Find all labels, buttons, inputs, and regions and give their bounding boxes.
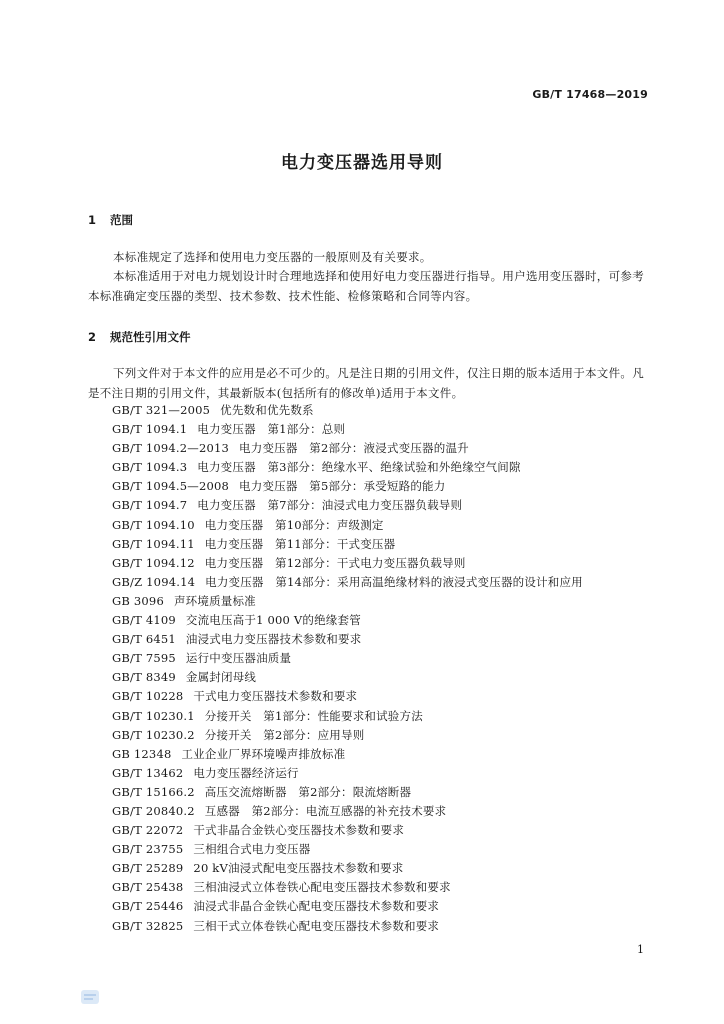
reference-item — [112, 821, 583, 840]
reference-title: 电力变压器经济运行 — [193, 765, 299, 780]
reference-item — [112, 707, 583, 726]
reference-title: 油浸式非晶合金铁心配电变压器技术参数和要求 — [193, 899, 440, 914]
reference-title: 优先数和优先数系 — [220, 403, 314, 417]
section-2-number: 2 — [88, 330, 97, 344]
reference-code: GB/T 10228 — [112, 689, 184, 704]
section-1-paragraph-1: 本标准规定了选择和使用电力变压器的一般原则及有关要求。 — [113, 250, 432, 264]
reference-item — [112, 401, 583, 420]
reference-item — [112, 668, 583, 687]
reference-code: GB/T 1094.7 — [112, 498, 188, 513]
reference-code: GB/T 25438 — [112, 880, 184, 895]
reference-title: 运行中变压器油质量 — [185, 651, 292, 666]
reference-code: GB/T 321—2005 — [112, 403, 211, 417]
reference-title: 三相干式立体卷铁心配电变压器技术参数和要求 — [193, 918, 440, 933]
reference-code: GB/T 23755 — [112, 842, 184, 857]
reference-code: GB 12348 — [112, 746, 172, 761]
standard-code-header: GB/T 17468—2019 — [532, 88, 648, 101]
reference-title: 20 kV油浸式配电变压器技术参数和要求 — [193, 861, 404, 876]
reference-item — [112, 592, 583, 611]
reference-item — [112, 859, 583, 878]
reference-code: GB/T 25446 — [112, 899, 184, 914]
reference-title: 互感器 第2部分：电流互感器的补充技术要求 — [204, 803, 447, 818]
reference-title: 电力变压器 第5部分：承受短路的能力 — [239, 479, 446, 494]
reference-title: 电力变压器 第3部分：绝缘水平、绝缘试验和外绝缘空气间隙 — [197, 460, 521, 475]
reference-code: GB 3096 — [112, 593, 164, 608]
reference-title: 电力变压器 第14部分：采用高温绝缘材料的液浸式变压器的设计和应用 — [205, 574, 583, 589]
reference-item — [112, 764, 583, 783]
reference-title: 电力变压器 第10部分：声级测定 — [204, 517, 384, 532]
reference-code: GB/T 1094.1 — [112, 422, 188, 437]
reference-code: GB/T 6451 — [112, 632, 176, 647]
reference-code: GB/T 4109 — [112, 613, 176, 628]
reference-code: GB/T 13462 — [112, 765, 184, 780]
reference-title: 油浸式电力变压器技术参数和要求 — [185, 632, 362, 647]
reference-title: 三相组合式电力变压器 — [193, 842, 311, 857]
section-2-intro: 下列文件对于本文件的应用是必不可少的。凡是注日期的引用文件，仅注日期的版本适用于本文件。凡是不注日期的引用文件，其最新版本(包括所有的修改单)适用于本文件。 — [88, 366, 644, 400]
reference-item — [112, 783, 583, 802]
section-2-heading — [88, 329, 191, 345]
reference-title: 三相油浸式立体卷铁心配电变压器技术参数和要求 — [193, 880, 451, 895]
reference-item — [112, 535, 583, 554]
reference-title: 干式电力变压器技术参数和要求 — [193, 689, 358, 704]
reference-code: GB/T 7595 — [112, 651, 176, 666]
reference-code: GB/T 1094.3 — [112, 460, 188, 475]
reference-item — [112, 420, 583, 439]
reference-title: 电力变压器 第7部分：油浸式电力变压器负载导则 — [197, 498, 463, 513]
reference-code: GB/T 25289 — [112, 861, 184, 876]
reference-title: 金属封闭母线 — [185, 670, 257, 685]
reference-code: GB/T 1094.2—2013 — [112, 441, 230, 456]
section-1-heading — [88, 212, 133, 228]
watermark-logo — [81, 990, 99, 1004]
reference-item — [112, 917, 583, 936]
reference-title: 工业企业厂界环境噪声排放标准 — [181, 746, 346, 761]
reference-item — [112, 878, 583, 897]
section-2-title: 规范性引用文件 — [110, 330, 191, 344]
reference-title: 电力变压器 第12部分：干式电力变压器负载导则 — [204, 555, 466, 570]
reference-item — [112, 554, 583, 573]
reference-code: GB/T 1094.11 — [112, 536, 195, 551]
reference-code: GB/Z 1094.14 — [112, 574, 196, 589]
reference-item — [112, 611, 583, 630]
reference-code: GB/T 1094.5—2008 — [112, 479, 230, 494]
reference-item — [112, 573, 583, 592]
reference-code: GB/T 10230.1 — [112, 708, 195, 723]
reference-title: 分接开关 第1部分：性能要求和试验方法 — [204, 708, 423, 723]
reference-code: GB/T 1094.12 — [112, 555, 195, 570]
reference-item — [112, 630, 583, 649]
reference-title: 分接开关 第2部分：应用导则 — [204, 727, 365, 742]
reference-code: GB/T 15166.2 — [112, 784, 195, 799]
reference-title: 交流电压高于1 000 V的绝缘套管 — [185, 613, 361, 628]
reference-code: GB/T 22072 — [112, 823, 184, 838]
reference-item — [112, 802, 583, 821]
reference-item — [112, 649, 583, 668]
section-1-number: 1 — [88, 213, 97, 227]
reference-title: 干式非晶合金铁心变压器技术参数和要求 — [193, 823, 405, 838]
reference-title: 声环境质量标准 — [173, 593, 256, 608]
reference-code: GB/T 8349 — [112, 670, 176, 685]
reference-item — [112, 516, 583, 535]
reference-item — [112, 840, 583, 859]
page-number: 1 — [637, 943, 644, 956]
reference-title: 高压交流熔断器 第2部分：限流熔断器 — [204, 784, 412, 799]
section-1-paragraph-2: 本标准适用于对电力规划设计时合理地选择和使用好电力变压器进行指导。用户选用变压器时，可参考本标准确定变压器的类型、技术参数、技术性能、检修策略和合同等内容。 — [88, 269, 644, 303]
document-title: 电力变压器选用导则 — [281, 153, 443, 173]
reference-item — [112, 439, 583, 458]
reference-item — [112, 458, 583, 477]
reference-title: 电力变压器 第1部分：总则 — [197, 422, 346, 437]
section-1-title: 范围 — [110, 213, 134, 227]
reference-list — [112, 401, 583, 936]
reference-item — [112, 687, 583, 706]
reference-title: 电力变压器 第11部分：干式变压器 — [204, 536, 396, 551]
reference-item — [112, 496, 583, 515]
reference-code: GB/T 32825 — [112, 918, 184, 933]
reference-item — [112, 726, 583, 745]
reference-code: GB/T 20840.2 — [112, 803, 195, 818]
reference-code: GB/T 10230.2 — [112, 727, 195, 742]
reference-item — [112, 745, 583, 764]
reference-item — [112, 897, 583, 916]
reference-item — [112, 477, 583, 496]
reference-code: GB/T 1094.10 — [112, 517, 195, 532]
reference-title: 电力变压器 第2部分：液浸式变压器的温升 — [239, 441, 469, 456]
